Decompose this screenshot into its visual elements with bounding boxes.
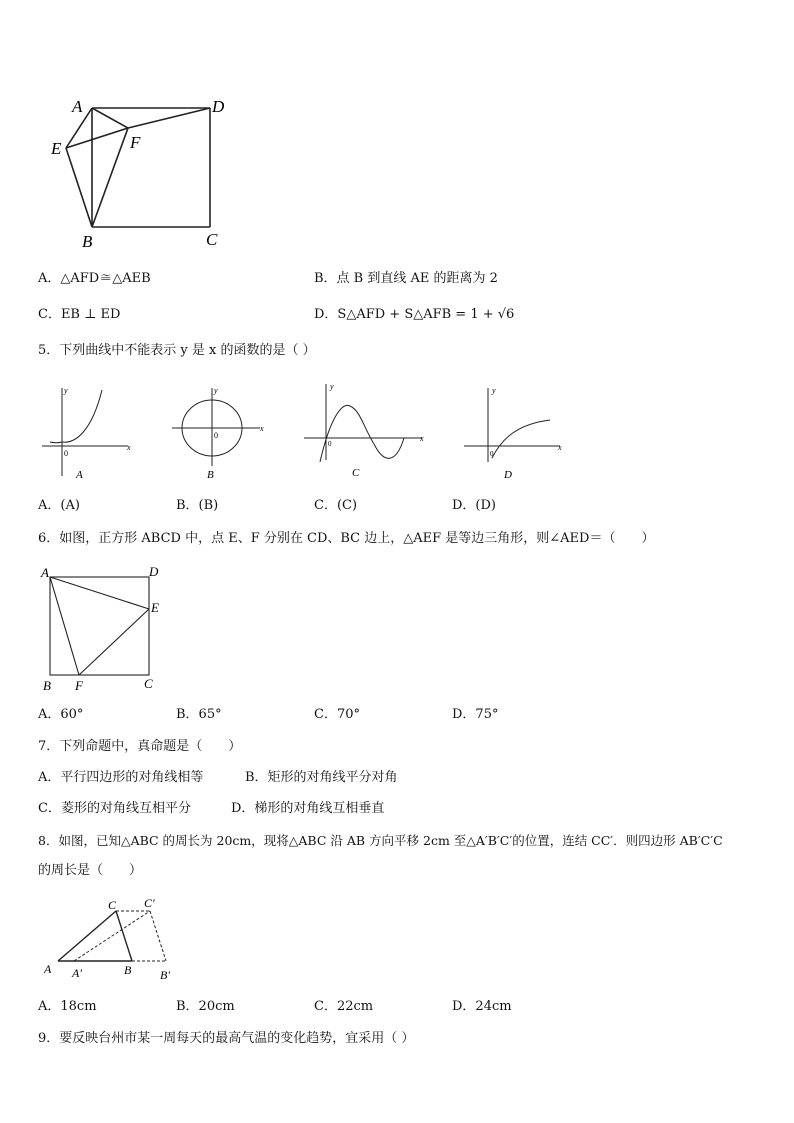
q8-option-d: D．24cm <box>452 999 512 1014</box>
q4-option-a: A．△AFD≅△AEB <box>38 271 151 286</box>
q5-option-c: C．(C) <box>314 498 358 513</box>
q5-graph-label-a: A <box>76 469 83 481</box>
q5-graph-label-b: B <box>207 469 214 481</box>
q5-graph-c <box>300 378 430 483</box>
q5-origin-c: 0 <box>328 440 332 448</box>
q5-option-d: D．(D) <box>452 498 496 513</box>
q4-label-B: B <box>82 232 93 251</box>
q8-label-A: A <box>44 962 52 976</box>
q8-stem-line2: 的周长是（ ） <box>38 863 143 878</box>
q5-axis-x-d: x <box>558 443 562 452</box>
q6-label-A: A <box>41 565 49 580</box>
q6-label-F: F <box>75 678 83 693</box>
q6-option-b: B．65° <box>176 707 222 722</box>
q5-graph-label-c: C <box>352 467 360 479</box>
q6-label-C: C <box>144 676 153 691</box>
q4-label-D: D <box>212 97 225 116</box>
q8-stem-line1: 8．如图，已知△ABC 的周长为 20cm，现将△ABC 沿 AB 方向平移 2cm 至△A′B′C′的位置，连结 CC′．则四边形 AB′C′C <box>38 833 723 848</box>
q4-option-c: C．EB ⊥ ED <box>38 307 121 322</box>
q7-option-a: A．平行四边形的对角线相等 <box>38 770 204 785</box>
q5-origin-d: 0 <box>490 450 494 458</box>
q4-label-F: F <box>130 133 141 152</box>
q5-axis-y-b: y <box>214 386 218 395</box>
q5-stem: 5．下列曲线中不能表示 y 是 x 的函数的是（ ） <box>38 343 316 358</box>
q7-option-d: D．梯形的对角线互相垂直 <box>231 801 385 816</box>
q8-figure <box>38 895 188 987</box>
q7-stem: 7．下列命题中，真命题是（ ） <box>38 739 242 754</box>
q6-option-c: C．70° <box>314 707 360 722</box>
q4-label-E: E <box>51 139 62 158</box>
q9-stem: 9．要反映台州市某一周每天的最高气温的变化趋势，宜采用（ ） <box>38 1031 415 1046</box>
q6-stem: 6．如图，正方形 ABCD 中，点 E、F 分别在 CD、BC 边上，△AEF 是等边三角形，则∠AED＝（ ） <box>38 531 655 546</box>
q5-graph-label-d: D <box>504 469 512 481</box>
q6-figure <box>38 562 178 694</box>
q4-label-C: C <box>206 230 218 249</box>
q8-label-C1: C′ <box>144 896 155 910</box>
q7-option-c: C．菱形的对角线互相平分 <box>38 801 191 816</box>
q8-option-c: C．22cm <box>314 999 374 1014</box>
q5-graph-a <box>38 380 138 485</box>
q6-option-d: D．75° <box>452 707 499 722</box>
q5-axis-x-b: x <box>260 424 264 433</box>
q7-option-b: B．矩形的对角线平分对角 <box>245 770 398 785</box>
q5-origin-b: 0 <box>214 431 218 440</box>
q5-axis-y-d: y <box>492 386 496 395</box>
q4-label-A: A <box>72 97 83 116</box>
q5-graph-d <box>460 380 570 485</box>
q5-axis-y-c: y <box>330 382 334 391</box>
q6-label-D: D <box>149 564 159 579</box>
q5-origin-a: 0 <box>64 449 68 458</box>
q5-axis-x-c: x <box>420 434 424 443</box>
q8-label-B1: B′ <box>160 968 170 982</box>
q8-label-A1: A′ <box>72 966 82 980</box>
q5-option-a: A．(A) <box>38 498 80 513</box>
q8-option-b: B．20cm <box>176 999 235 1014</box>
q5-option-b: B．(B) <box>176 498 219 513</box>
q8-option-a: A．18cm <box>38 999 97 1014</box>
q6-option-a: A．60° <box>38 707 84 722</box>
q4-option-d: D．S△AFD + S△AFB = 1 + √6 <box>314 307 515 322</box>
q8-label-C: C <box>108 898 117 912</box>
q8-label-B: B <box>124 963 132 977</box>
q5-axis-x-a: x <box>127 443 131 452</box>
q6-label-B: B <box>43 678 51 693</box>
q5-axis-y-a: y <box>64 386 68 395</box>
q5-graph-b <box>168 380 278 485</box>
q4-option-b: B．点 B 到直线 AE 的距离为 2 <box>314 271 498 286</box>
q6-label-E: E <box>151 600 159 615</box>
q4-figure <box>40 90 240 255</box>
